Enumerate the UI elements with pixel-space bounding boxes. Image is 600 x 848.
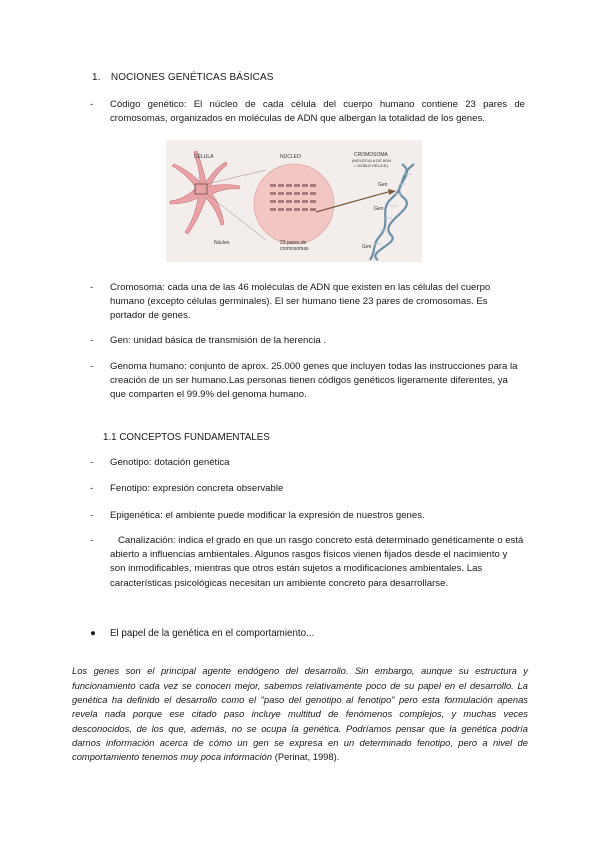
quote-text: Los genes son el principal agente endógeno del desarrollo. Sin embargo, aunque su estructura y funcionamiento cada vez se conocen mejor, sabemos relativamente poco de su papel en el desarrollo. La genética ha definido el desarrollo como el "paso del genotipo al fenotipo" pero esta formulación apenas revela nada porque ese citado paso incluye multitud de fenómenos complejos, y muchas veces desconocidos, de los que, además, no se ocupa la genética. Podríamos pensar que la genética podría darnos información acerca de cómo un gen se expresa en un determinado fenotipo, pero a nivel de comportamiento tenemos muy poca información bbox=[72, 665, 528, 763]
section-number: 1. bbox=[92, 72, 101, 83]
list-item-genoma-humano bbox=[90, 360, 525, 403]
bullet-text: El papel de la genética en el comportamiento... bbox=[110, 628, 315, 639]
label-chromosome: CROMOSOMA bbox=[354, 152, 388, 158]
bullet-genetica-comportamiento bbox=[90, 628, 314, 639]
concept-epigenetica bbox=[90, 509, 525, 523]
concept-text: Canalización: indica el grado en que un rasgo concreto está determinado genéticamente o está abierto a influencias ambientales. Algunos rasgos físicos vienen fijados desde el nacimiento y son inmodificables, mientras que otros están sujetos a modificaciones ambientales. Las características psicológicas necesitan un ambiente concreto para desarrollarse. bbox=[110, 535, 524, 589]
list-item-text: Gen: unidad básica de transmisión de la herencia . bbox=[110, 335, 326, 346]
concept-text: Genotipo: dotación genética bbox=[110, 457, 230, 468]
concept-text: Fenotipo: expresión concreta observable bbox=[110, 483, 284, 494]
list-item-text: Genoma humano: conjunto de aprox. 25.000 genes que incluyen todas las instrucciones para la creación de un ser humano.Las personas tienen códigos genéticos ligeramente diferentes, ya que comparten el 99.9% del genoma humano. bbox=[110, 361, 518, 401]
concept-genotipo bbox=[90, 456, 525, 470]
label-pairs-1: 23 pares de bbox=[280, 240, 307, 246]
concept-fenotipo bbox=[90, 482, 525, 496]
label-cell: CÉLULA bbox=[194, 154, 214, 160]
label-gen-3: Gen bbox=[362, 244, 372, 250]
concept-text: Epigenética: el ambiente puede modificar la expresión de nuestros genes. bbox=[110, 510, 425, 521]
section-heading bbox=[92, 72, 274, 83]
list-dash: - bbox=[90, 361, 94, 372]
label-pairs-2: cromosomas bbox=[280, 246, 309, 252]
cell-dna-illustration bbox=[166, 140, 422, 262]
subsection-heading: 1.1 CONCEPTOS FUNDAMENTALES bbox=[103, 432, 270, 443]
list-item-text: Cromosoma: cada una de las 46 moléculas de ADN que existen en las células del cuerpo humano (excepto células germinales). El ser humano tiene 23 pares de cromosomas. Es portador de genes. bbox=[110, 282, 491, 322]
quote-citation: (Perinat, 1998). bbox=[272, 751, 340, 763]
list-item-gen bbox=[90, 334, 525, 348]
list-dash: - bbox=[90, 99, 94, 110]
label-chromosome-sub1: (MOLÉCULA DE ADN bbox=[352, 158, 392, 163]
label-nucleo-small: Núcleo bbox=[214, 240, 230, 246]
label-chromosome-sub2: = DOBLE HÉLICE) bbox=[354, 163, 388, 168]
quote-paragraph bbox=[72, 664, 528, 764]
list-dash: - bbox=[90, 510, 94, 521]
bullet-dot: ● bbox=[90, 628, 96, 639]
list-item-cromosoma bbox=[90, 281, 525, 324]
list-item-text: Código genético: El núcleo de cada célula del cuerpo humano contiene 23 pares de cromosomas, organizados en moléculas de ADN que albergan la totalidad de los genes. bbox=[110, 99, 525, 125]
nucleus-circle bbox=[254, 164, 334, 244]
label-nucleus: NÚCLEO bbox=[280, 154, 301, 160]
list-dash: - bbox=[90, 282, 94, 293]
list-dash: - bbox=[90, 483, 94, 494]
illustration-svg bbox=[166, 140, 422, 262]
list-dash: - bbox=[90, 535, 94, 546]
label-gen-1: Gen bbox=[378, 182, 388, 188]
list-dash: - bbox=[90, 457, 94, 468]
section-title: NOCIONES GENÉTICAS BÁSICAS bbox=[110, 72, 274, 83]
concept-canalizacion bbox=[90, 534, 525, 591]
label-gen-2: Gen bbox=[374, 206, 384, 212]
list-item-codigo-genetico bbox=[90, 98, 525, 126]
list-dash: - bbox=[90, 335, 94, 346]
